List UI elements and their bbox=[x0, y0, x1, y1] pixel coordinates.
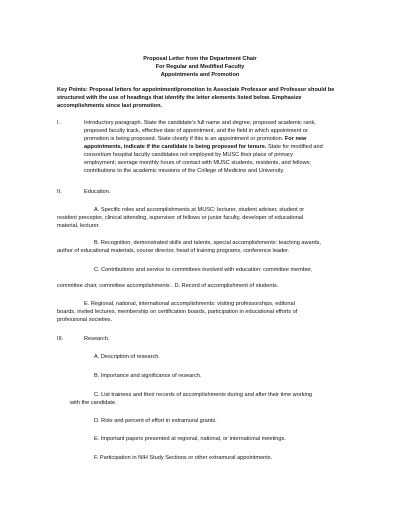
key-points-line-3: accomplishments since last promotion. bbox=[57, 103, 163, 109]
section-2-c-line-2: committee chair, committee accomplishments . D. Record of accomplishment of students. bbox=[57, 283, 279, 289]
key-points-line-1: Key Points: Proposal letters for appointment/promotion to Associate Professor and Professor should be bbox=[57, 87, 335, 93]
section-2-b-line-1: B. Recognition, demonstrated skills and talents, special accomplishments: teaching awards, bbox=[94, 240, 321, 246]
section-1-line-6: employment; average monthly hours of contact with MUSC students, residents, and fellows; bbox=[84, 160, 311, 166]
section-2-numeral: II. bbox=[57, 189, 62, 195]
section-3-d: D. Role and percent of effort in extramural grants. bbox=[94, 418, 217, 424]
section-2-a-line-1: A. Specific roles and accomplishments at MUSC: lecturer, student adviser, student or bbox=[94, 207, 305, 213]
section-3-numeral: III. bbox=[57, 336, 64, 342]
section-3-c-line-2: with the candidate. bbox=[70, 400, 117, 406]
section-2-heading: Education. bbox=[84, 189, 111, 195]
title-line-3: Appointments and Promotion bbox=[160, 72, 240, 78]
key-points-line-2: structured with the use of headings that identify the letter elements listed below. Emphasize bbox=[57, 95, 302, 101]
section-1-line-7: contributions to the academic missions of the College of Medicine and University. bbox=[84, 168, 285, 174]
section-2-e-line-3: professional societies. bbox=[57, 317, 113, 323]
section-1-line-3: promotion is being proposed. State clearly if this is an appointment or promotion. For new bbox=[84, 136, 307, 142]
section-2-e-line-2: boards, invited lectures, membership on certification boards, participation in educational efforts of bbox=[57, 309, 298, 315]
section-3-a: A. Description of research. bbox=[94, 354, 160, 360]
section-1-line-5: consortium hospital faculty candidates not employed by MUSC their place of primary bbox=[84, 152, 293, 158]
section-3-heading: Research. bbox=[84, 336, 110, 342]
section-2-a-line-2: resident preceptor, clinical attending, supervisor of fellows or junior faculty, developer of educational bbox=[57, 215, 304, 221]
section-1-line-4: appointments, indicate if the candidate is being proposed for tenure. State for modified and bbox=[84, 144, 323, 150]
section-2-b-line-2: author of educational materials, course director, head of training programs, conference leader. bbox=[57, 248, 290, 254]
section-1-line-2: proposed faculty track, effective date of appointment, and the field in which appointment or bbox=[84, 128, 308, 134]
section-3-c-line-1: C. List trainees and their records of accomplishments during and after their time working bbox=[94, 392, 312, 398]
section-1-numeral: I. bbox=[57, 120, 61, 126]
section-2-a-line-3: material, lecturer. bbox=[57, 223, 100, 229]
title-line-1: Proposal Letter from the Department Chair bbox=[143, 56, 257, 62]
section-3-f: F. Participation in NIH Study Sections or other extramural appointments. bbox=[94, 455, 273, 461]
section-2-e-line-1: E. Regional, national, international accomplishments: visiting professorships, editorial bbox=[84, 301, 295, 307]
section-1-line-1: Introductory paragraph. State the candidate's full name and degree, proposed academic rank, bbox=[84, 120, 316, 126]
section-3-e: E. Important papers presented at regional, national, or international meetings. bbox=[94, 436, 286, 442]
section-3-b: B. Importance and significance of research. bbox=[94, 373, 202, 379]
title-line-2: For Regular and Modified Faculty bbox=[155, 64, 245, 70]
section-2-c-line-1: C. Contributions and service to committees involved with education: committee member, bbox=[94, 267, 313, 273]
